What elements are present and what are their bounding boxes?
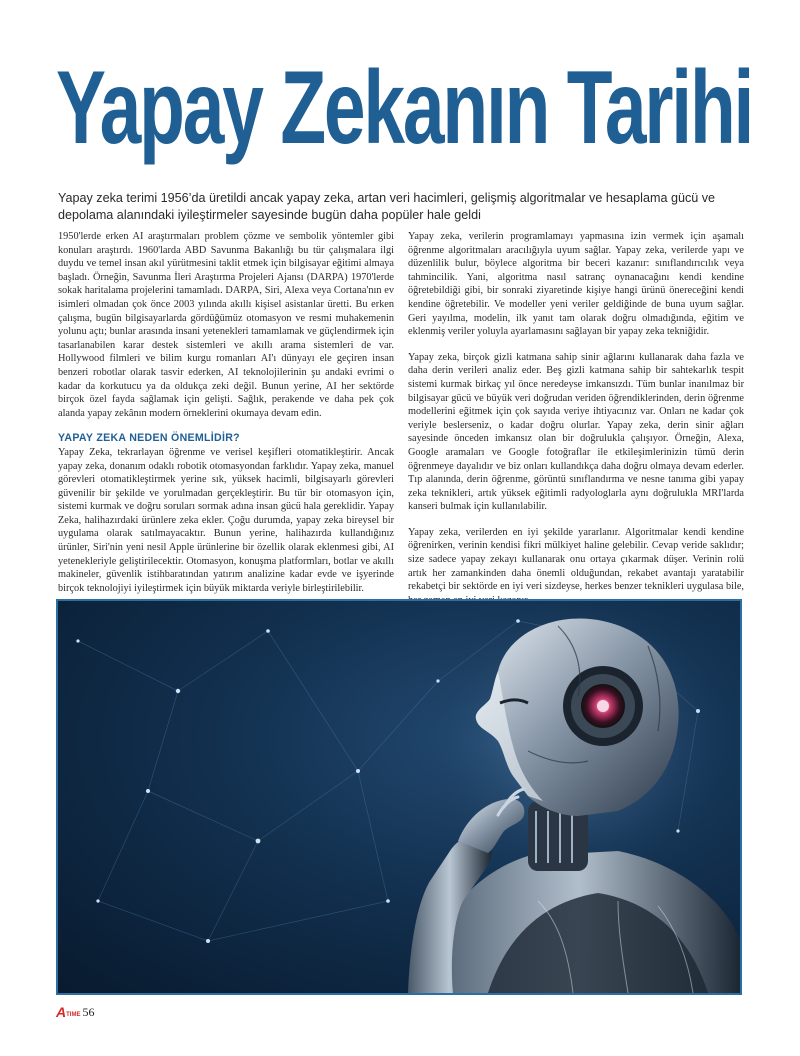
robot-illustration <box>56 599 742 995</box>
right-paragraph-1: Yapay zeka, verilerin programlamayı yapmasına izin vermek için aşamalı öğrenme algoritmaları aracılığıyla uyum sağlar. Yapay zeka, verilerde yapı ve düzenlilik bulur, böylece algoritma bir beceri kazanır: sınıflandırıcılık veya tahmincilik. Yani, algoritma nasıl satranç oynanacağını kendi kendine öğretebildiği gibi, bir sonraki ziyaretinde kişiye hangi ürünü önereceğini kendi kendine öğretebilir. Ve modeller yeni veriler geldiğinde de buna uyum sağlar. Geri yayılma, modelin, ilk yanıt tam olarak doğru olmadığında, eğitim ve eklenmiş veriler yoluyla ayarlamasını sağlayan bir yapay zeka tekniğidir. <box>408 231 744 338</box>
page-title: Yapay Zekanın Tarihi <box>56 50 753 166</box>
footer <box>56 1004 94 1020</box>
magazine-logo: A <box>56 1004 66 1020</box>
right-column <box>408 230 744 619</box>
right-paragraph-3: Yapay zeka, verilerden en iyi şekilde yararlanır. Algoritmalar kendi kendine öğrenirken, verinin kendisi fikri mülkiyet haline gelebilir. Cevap veride saklıdır; size sadece yapay zekayı kullanarak onu ortaya çıkarmak düşer. Verinin rolü artık her zamankinden daha önemli olduğundan, rekabet avantajı yaratabilir rekabetçi bir sektörde en iyi veri sizdeyse, herkes benzer teknikleri uygulasa bile, <box>408 526 744 593</box>
left-column <box>58 230 394 607</box>
robot-illustration-svg <box>58 601 740 993</box>
left-paragraph-1: 1950'lerde erken AI araştırmaları problem çözme ve sembolik yöntemler gibi konuları araştırdı. 1960'larda ABD Savunma Bakanlığı bu tür çalışmalara ilgi duydu ve temel insan akıl yürütmesini taklit etmek için bilgisayar eğitimi almaya başladı. Örneğin, Savunma İleri Araştırma Projeleri Ajansı (DARPA) 1970'lerde sokak haritalama projelerini tamamladı. DARPA, Siri, Alexa veya Cortana'nın ev isimleri olmadan çok önce 2003 yılında akıllı kişisel asistanlar üretti. Bu erken çalışma, bugün bilgisayarlarda gördüğümüz otomasyon ve resmi muhakemenin yolunu açtı; bunlar arasında insani yetenekleri tamamlamak ve güçlendirmek için tasarlanabilen karar destek sistemleri ve akıllı arama sistemleri de var. Hollywood filmleri ve bilim kurgu romanları AI'ı dünyayı ele geçiren insan benzeri robotlar olarak tasvir ederken, AI teknolojilerinin şu andaki evrimi o kadar da korkutucu ya da oldukça zeki değil. Bunun yerine, AI her sektörde birçok özel fayda sağlamak için gelişti. Sağlık, perakende ve daha pek çok alanda yapay zekânın modern örneklerini okumaya devam edin. <box>58 231 394 419</box>
right-paragraph-2: Yapay zeka, birçok gizli katmana sahip sinir ağlarını kullanarak daha fazla ve daha derin verileri analiz eder. Beş gizli katmana sahip bir sahtekarlık tespit sistemi kurmak birkaç yıl önce neredeyse imkansızdı. Tüm bunlar inanılmaz bir bilgisayar gücü ve büyük veri doğrudan veriden öğrendiklerinden, derin öğrenme modellerini eğitmek için çok sayıda veriye ihtiyacınız var. Onları ne kadar çok veriyle beslerseniz, o kadar doğru olurlar. Yapay zeka, derin sinir ağları sayesinde önceden imkansız olan bir doğrulukla çalışıyor. Örneğin, Alexa, Google aramaları ve Google fotoğraflar ile etkileşimlerinizin tümü derin öğrenmeye dayalıdır ve biz onları kullandıkça daha doğru olmaya devam ederler. Tıp alanında, derin öğrenme, görüntü sınıflandırma ve nesne tanıma gibi yapay zeka teknikleri, artık yüksek eğitimli radyologlarla aynı doğrulukla MRI'larda kanseri bulmak için kullanılabilir. <box>408 351 744 513</box>
section-heading: YAPAY ZEKA NEDEN ÖNEMLİDİR? <box>58 432 240 445</box>
page-number: 56 <box>82 1004 95 1019</box>
magazine-logo-sub: TIME <box>66 1012 81 1018</box>
left-paragraph-2: Yapay Zeka, tekrarlayan öğrenme ve verisel keşifleri otomatikleştirir. Ancak yapay zeka, donanım odaklı robotik otomasyondan farklıdır. Yapay zeka, manuel görevleri otomatikleştirmek yerine sık, yüksek hacimli, bilgisayarlı görevleri güvenilir bir şekilde ve yorulmadan gerçekleştirir. Bu tür bir otomasyon için, sistemi kurmak ve doğru soruları sormak adına insan gücü hala gereklidir. Yapay Zeka, halihazırdaki ürünlere zeka ekler. Çoğu durumda, yapay zeka bireysel bir uygulama olarak satılmayacaktır. Bunun yerine, halihazırda kullandığınız ürünler, Siri'nin yeni nesil Apple ürünlerine bir özellik olarak eklenmesi gibi, AI yetenekleriyle geliştirilecektir. Otomasyon, konuşma platformları, botlar ve akıllı makineler, güvenlik istihbaratından yatırım analizine kadar evde ve işyerinde birçok teknolojiyi iyileştirmek için büyük miktarda veriyle birleştirilebilir. <box>58 446 394 594</box>
lead-paragraph: Yapay zeka terimi 1956’da üretildi ancak yapay zeka, artan veri hacimleri, gelişmiş algoritmalar ve hesaplama gücü ve depolama alanındaki iyileştirmeler sayesinde bugün daha popüler hale geldi <box>58 191 716 222</box>
